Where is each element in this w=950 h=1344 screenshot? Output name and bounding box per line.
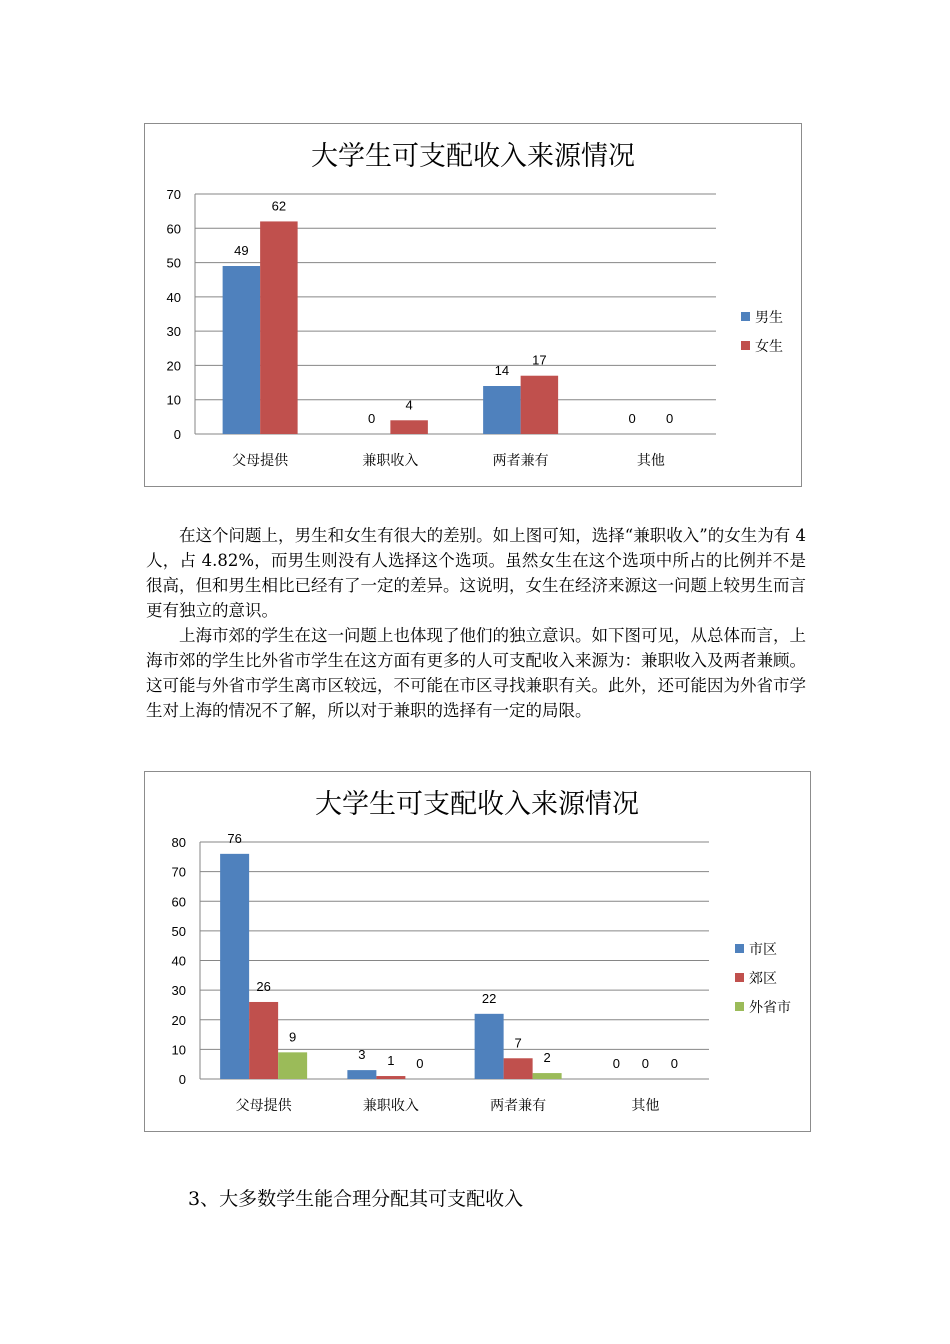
x-tick-label: 父母提供: [232, 452, 289, 468]
x-tick-label: 两者兼有: [490, 1097, 547, 1113]
legend-swatch: [735, 1002, 744, 1011]
legend-swatch: [735, 944, 744, 953]
y-tick-label: 70: [171, 864, 186, 880]
y-tick-label: 10: [171, 1042, 186, 1058]
data-label: 26: [256, 978, 271, 994]
x-tick-label: 两者兼有: [492, 452, 549, 468]
bar-外省市: [533, 1073, 562, 1079]
legend-label: 郊区: [749, 970, 777, 986]
bar-郊区: [504, 1058, 533, 1079]
data-label: 14: [494, 363, 510, 378]
paragraph-gender-analysis: 在这个问题上，男生和女生有很大的差别。如上图可知，选择“兼职收入”的女生为有 4 人，占 4.82%，而男生则没有人选择这个选项。虽然女生在这个选项中所占的比例并不是很高，但和男生相比已经有了一定的差异。这说明，女生在经济来源这一问题上较男生而言更有独立的意识。: [146, 526, 806, 620]
paragraph-region-analysis: 上海市郊的学生在这一问题上也体现了他们的独立意识。如下图可见，从总体而言，上海市郊的学生比外省市学生在这方面有更多的人可支配收入来源为：兼职收入及两者兼顾。这可能与外省市学生离市区较远，不可能在市区寻找兼职有关。此外，还可能因为外省市学生对上海的情况不了解，所以对于兼职的选择有一定的局限。: [146, 626, 806, 720]
x-tick-label: 其他: [631, 1097, 660, 1113]
y-tick-label: 80: [171, 835, 186, 850]
y-tick-label: 30: [171, 983, 186, 999]
legend-swatch: [741, 312, 750, 321]
chart-title: 大学生可支配收入来源情况: [315, 789, 639, 819]
data-label: 0: [628, 411, 636, 426]
y-tick-label: 50: [166, 255, 181, 271]
y-tick-label: 0: [178, 1072, 186, 1087]
legend-label: 外省市: [749, 999, 791, 1015]
bar-郊区: [249, 1002, 278, 1079]
section-heading: 3、大多数学生能合理分配其可支配收入: [188, 1188, 524, 1210]
bar-市区: [220, 854, 249, 1079]
data-label: 3: [358, 1047, 366, 1063]
bar-女生: [390, 420, 428, 434]
data-label: 7: [514, 1035, 522, 1051]
data-label: 0: [666, 411, 674, 426]
bar-郊区: [376, 1076, 405, 1079]
legend-swatch: [741, 341, 750, 350]
legend-label: 市区: [749, 941, 777, 957]
bar-男生: [223, 266, 261, 434]
data-label: 4: [405, 397, 413, 413]
bar-市区: [475, 1014, 504, 1079]
bar-外省市: [278, 1052, 307, 1079]
data-label: 0: [641, 1056, 649, 1071]
legend-label: 女生: [755, 338, 783, 354]
data-label: 2: [543, 1050, 551, 1066]
y-tick-label: 60: [171, 894, 186, 910]
bar-女生: [260, 221, 298, 434]
bar-男生: [483, 386, 521, 434]
data-label: 17: [532, 352, 547, 368]
x-tick-label: 父母提供: [235, 1097, 292, 1113]
data-label: 0: [416, 1056, 424, 1071]
data-label: 49: [234, 243, 249, 258]
x-tick-label: 其他: [636, 452, 665, 468]
chart-region-svg: [145, 772, 810, 1131]
y-tick-label: 20: [166, 358, 181, 374]
x-tick-label: 兼职收入: [362, 1097, 419, 1113]
chart-region-income-source: [144, 771, 811, 1132]
legend-swatch: [735, 973, 744, 982]
chart-gender-svg: [145, 124, 801, 486]
data-label: 0: [670, 1056, 678, 1071]
y-tick-label: 0: [173, 427, 181, 442]
y-tick-label: 60: [166, 221, 181, 237]
y-tick-label: 40: [166, 289, 181, 305]
bar-女生: [521, 376, 559, 434]
y-tick-label: 10: [166, 392, 181, 408]
data-label: 22: [481, 990, 497, 1006]
y-tick-label: 20: [171, 1012, 186, 1028]
y-tick-label: 30: [166, 324, 181, 340]
chart-title: 大学生可支配收入来源情况: [311, 141, 635, 171]
y-tick-label: 70: [166, 187, 181, 202]
y-tick-label: 50: [171, 923, 186, 939]
data-label: 0: [612, 1056, 620, 1071]
legend-label: 男生: [755, 309, 783, 325]
x-tick-label: 兼职收入: [362, 452, 419, 468]
data-label: 76: [227, 830, 242, 846]
bar-市区: [347, 1070, 376, 1079]
y-tick-label: 40: [171, 953, 186, 969]
chart-gender-income-source: [144, 123, 802, 487]
data-label: 1: [387, 1053, 395, 1069]
data-label: 9: [289, 1029, 297, 1045]
data-label: 0: [368, 411, 376, 426]
data-label: 62: [271, 198, 287, 214]
